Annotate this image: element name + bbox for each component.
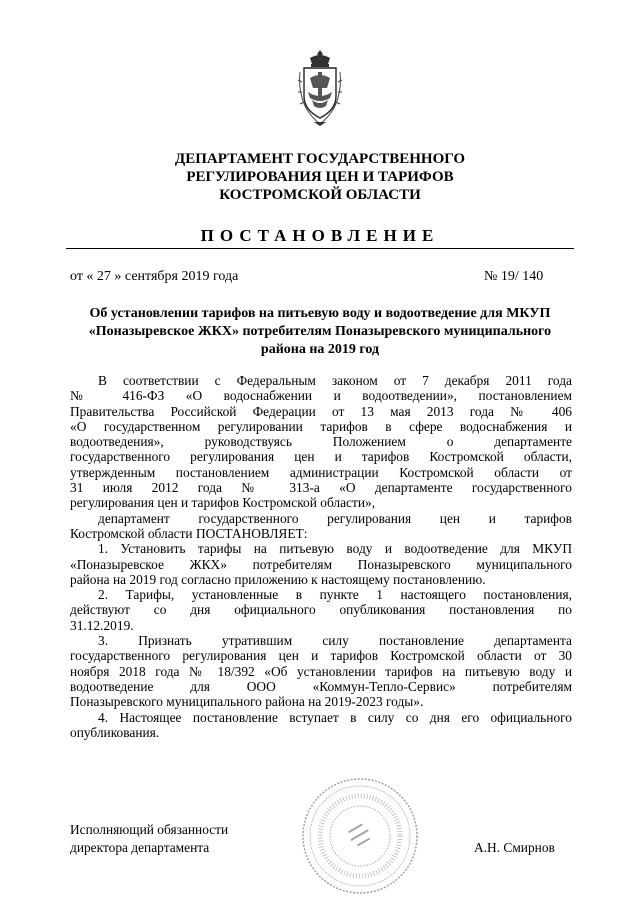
official-seal-stamp — [300, 776, 420, 896]
body-line: 31.12.2019. — [70, 617, 134, 633]
document-title — [68, 305, 572, 359]
body-line: 3. Признать утратившим силу постановление департамента — [98, 633, 572, 649]
body-line: В соответствии с Федеральным законом от 7 декабря 2011 года — [98, 373, 572, 388]
body-line: ноября 2018 года № 18/392 «Об установлении тарифов на питьевую воду и — [70, 663, 572, 679]
body-line: «О государственном регулировании тарифов в сфере водоснабжения и — [70, 418, 572, 434]
body-line: 2. Тарифы, установленные в пункте 1 настоящего постановления, — [98, 587, 572, 603]
body-line: водоотведения», руководствуясь Положением о департаменте — [70, 434, 572, 450]
body-line: района на 2019 год согласно приложению к настоящему постановлению. — [70, 571, 486, 587]
body-line: 1. Установить тарифы на питьевую воду и водоотведение для МКУП — [98, 541, 572, 557]
department-name — [60, 150, 580, 204]
body-line: государственного регулирования цен и тарифов Костромской области от 30 — [70, 648, 572, 664]
heading-divider — [66, 248, 574, 249]
department-name-line-3: КОСТРОМСКОЙ ОБЛАСТИ — [219, 187, 421, 203]
coat-of-arms-emblem — [296, 48, 344, 128]
title-line-3: района на 2019 год — [260, 342, 380, 357]
body-line: 4. Настоящее постановление вступает в силу со дня его официального — [98, 709, 572, 725]
title-line-1: Об установлении тарифов на питьевую воду и водоотведение для МКУП — [89, 306, 551, 321]
document-body — [70, 373, 572, 740]
body-line: действуют со дня официального опубликования постановления по — [70, 602, 572, 618]
signatory-position-line-2: директора департамента — [70, 840, 210, 855]
signatory-position-line-1: Исполняющий обязанности — [70, 822, 229, 837]
document-number: № 19/ 140 — [484, 269, 544, 284]
body-line: водоотведение для ООО «Коммун-Тепло-Сервис» потребителям — [70, 678, 572, 694]
department-name-line-2: РЕГУЛИРОВАНИЯ ЦЕН И ТАРИФОВ — [186, 169, 454, 185]
title-line-2: «Поназыревское ЖКХ» потребителям Поназыревского муниципального — [88, 324, 552, 339]
body-line: государственного регулирования цен и тарифов Костромской области, — [70, 449, 572, 465]
document-date: от « 27 » сентября 2019 года — [70, 269, 239, 284]
body-line: Костромской области ПОСТАНОВЛЯЕТ: — [70, 525, 308, 541]
body-line: департамент государственного регулирования цен и тарифов — [98, 510, 572, 526]
body-line: опубликования. — [70, 724, 160, 740]
body-line: Поназыревского муниципального района на 2019-2023 годы». — [70, 694, 424, 710]
body-line: Правительства Российской Федерации от 13 мая 2013 года № 406 — [70, 403, 572, 419]
document-type-heading: ПОСТАНОВЛЕНИЕ — [200, 226, 440, 245]
body-line: 31 июля 2012 года № 313-а «О департаменте государственного — [70, 480, 572, 496]
body-line: регулирования цен и тарифов Костромской области», — [70, 495, 376, 511]
signatory-name: А.Н. Смирнов — [474, 840, 555, 855]
department-name-line-1: ДЕПАРТАМЕНТ ГОСУДАРСТВЕННОГО — [174, 151, 466, 167]
body-line: № 416-ФЗ «О водоснабжении и водоотведении», постановлением — [70, 388, 572, 404]
body-line: «Поназыревское ЖКХ» потребителям Поназыревского муниципального — [70, 556, 572, 572]
body-line: утвержденным постановлением администрации Костромской области от — [70, 464, 572, 480]
